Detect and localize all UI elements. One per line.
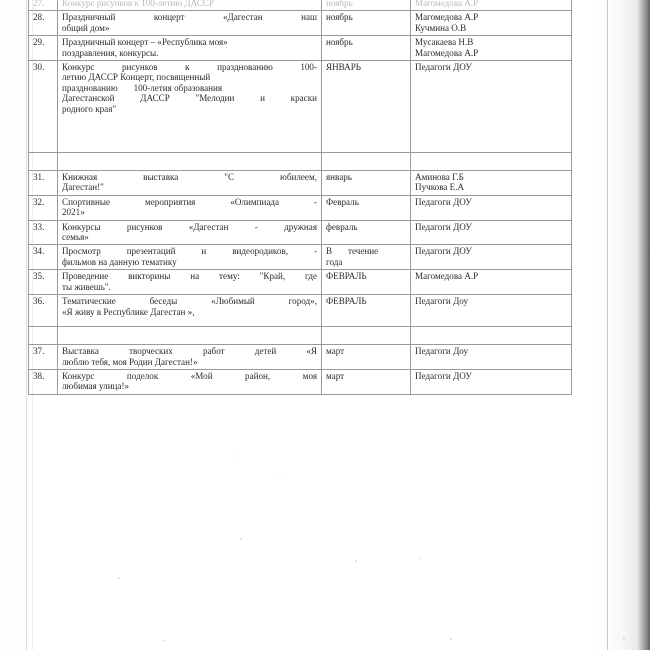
row-number: 37. [29,345,58,370]
scan-speck [419,558,420,560]
row-month: январь [322,171,411,196]
responsible-line: Аминова Г.Б [415,172,464,183]
row-description [58,61,322,153]
row-description [58,270,322,295]
desc-line: Проведение викторины на тему: "Край, где [62,271,317,282]
scan-speck [118,577,120,579]
responsible-line: Магомедова А.Р [415,12,479,23]
desc-line: общий дом» [62,22,110,33]
row-number: 31. [29,171,58,196]
table-row [29,0,572,11]
row-number: 34. [29,245,58,270]
row-number: 28. [29,11,58,36]
row-responsible: Педагоги Доу [411,345,572,370]
row-responsible: Магомедова А.Р [411,270,572,295]
desc-line: празднованию 100-летия образования [62,82,223,93]
row-month: ЯНВАРЬ [322,61,411,153]
row-responsible: Педагоги ДОУ [411,195,572,220]
row-number: 32. [29,195,58,220]
table-row [29,345,572,370]
row-responsible: Педагоги Доу [411,295,572,327]
row-description [58,195,322,220]
row-description [58,36,322,61]
spacer-cell [29,153,58,171]
row-description [58,220,322,245]
row-responsible: Педагоги ДОУ [411,245,572,270]
row-responsible: Педагоги ДОУ [411,220,572,245]
row-number: 30. [29,61,58,153]
row-month: ФЕВРАЛЬ [322,270,411,295]
desc-line: Дагестан!" [62,182,104,193]
row-responsible [411,11,572,36]
row-description: Конкурс рисунков к 100-летию ДАССР [58,0,322,11]
row-description [58,171,322,196]
table-row [29,220,572,245]
table-row-spacer [29,327,572,345]
desc-line: любимая улица!» [62,381,130,392]
table-row [29,245,572,270]
desc-line: ты живешь". [62,281,111,292]
table-row [29,270,572,295]
desc-line: фильмов на данную тематику [62,256,177,267]
table-row [29,11,572,36]
row-description [58,369,322,394]
table-row [29,369,572,394]
row-month: март [322,345,411,370]
row-description [58,295,322,327]
row-responsible: Педагоги ДОУ [411,369,572,394]
row-description [58,245,322,270]
desc-line: родного края" [62,103,117,114]
table-row-spacer [29,153,572,171]
row-responsible: Педагоги ДОУ [411,61,572,153]
page-margin-line-left [26,0,27,650]
responsible-line: Кучмина О.В [415,22,467,33]
scan-speck [450,638,452,640]
desc-line: люблю тебя, моя Родин Дагестан!» [62,356,198,367]
scan-speck [279,478,281,479]
row-month: Февраль [322,195,411,220]
row-number: 38. [29,369,58,394]
row-month [322,245,411,270]
desc-line: Спортивные мероприятия «Олимпиада - [62,196,317,207]
responsible-line: Магомедова А.Р [415,47,479,58]
row-month: ноябрь [322,11,411,36]
row-month: ноябрь [322,36,411,61]
desc-line: Праздничный концерт «Дагестан наш [62,12,317,23]
row-number: 33. [29,220,58,245]
row-number: 36. [29,295,58,327]
spacer-cell [411,327,572,345]
spacer-cell [58,327,322,345]
row-number: 27. [29,0,58,11]
row-number: 35. [29,270,58,295]
desc-line: 2021» [62,207,85,218]
scan-speck [240,538,242,540]
row-responsible [411,36,572,61]
desc-line: «Я живу в Республике Дагестан », [62,306,195,317]
page-edge-shadow [604,0,650,650]
desc-line: Тематические беседы «Любимый город», [62,296,317,307]
desc-line: Праздничный концерт – «Республика моя» [62,37,228,48]
spacer-cell [322,153,411,171]
responsible-line: Мусакаева Н.В [415,37,474,48]
desc-line: Просмотр презентаций и видеородиков, - [62,246,317,257]
scan-speck [623,638,625,640]
events-plan-table [28,0,572,395]
table-row [29,36,572,61]
spacer-cell [322,327,411,345]
spacer-cell [411,153,572,171]
row-responsible [411,171,572,196]
row-month: ноябрь [322,0,411,11]
row-month: март [322,369,411,394]
spacer-cell [29,327,58,345]
table-row [29,171,572,196]
table-row [29,195,572,220]
table-row [29,61,572,153]
desc-line: Конкурс поделок «Мой район, моя [62,370,317,381]
row-month: ФЕВРАЛЬ [322,295,411,327]
scan-speck [236,455,237,457]
row-month: февраль [322,220,411,245]
row-description [58,345,322,370]
responsible-line: Пучкова Е.А [415,182,465,193]
spacer-cell [58,153,322,171]
row-responsible: Магомедова А.Р [411,0,572,11]
desc-line: семья» [62,232,89,243]
month-line: года [326,256,343,267]
scan-speck [355,560,357,562]
desc-line: Конкурсы рисунков «Дагестан - дружная [62,221,317,232]
row-number: 29. [29,36,58,61]
table-row [29,295,572,327]
desc-line: Выставка творческих работ детей «Я [62,346,317,357]
desc-line: Конкурс рисунков к празднованию 100- [62,62,317,73]
desc-line: Дагестанской ДАССР "Мелодии и краски [62,93,317,104]
row-description [58,11,322,36]
page-fold-line [607,0,608,650]
month-line: В течение [326,246,379,257]
desc-line: Книжная выставка "С юбилеем, [62,172,317,183]
desc-line: летию ДАССР Концерт, посвященный [62,72,211,83]
desc-line: поздравления, конкурсы. [62,47,159,58]
scan-speck [163,640,165,641]
